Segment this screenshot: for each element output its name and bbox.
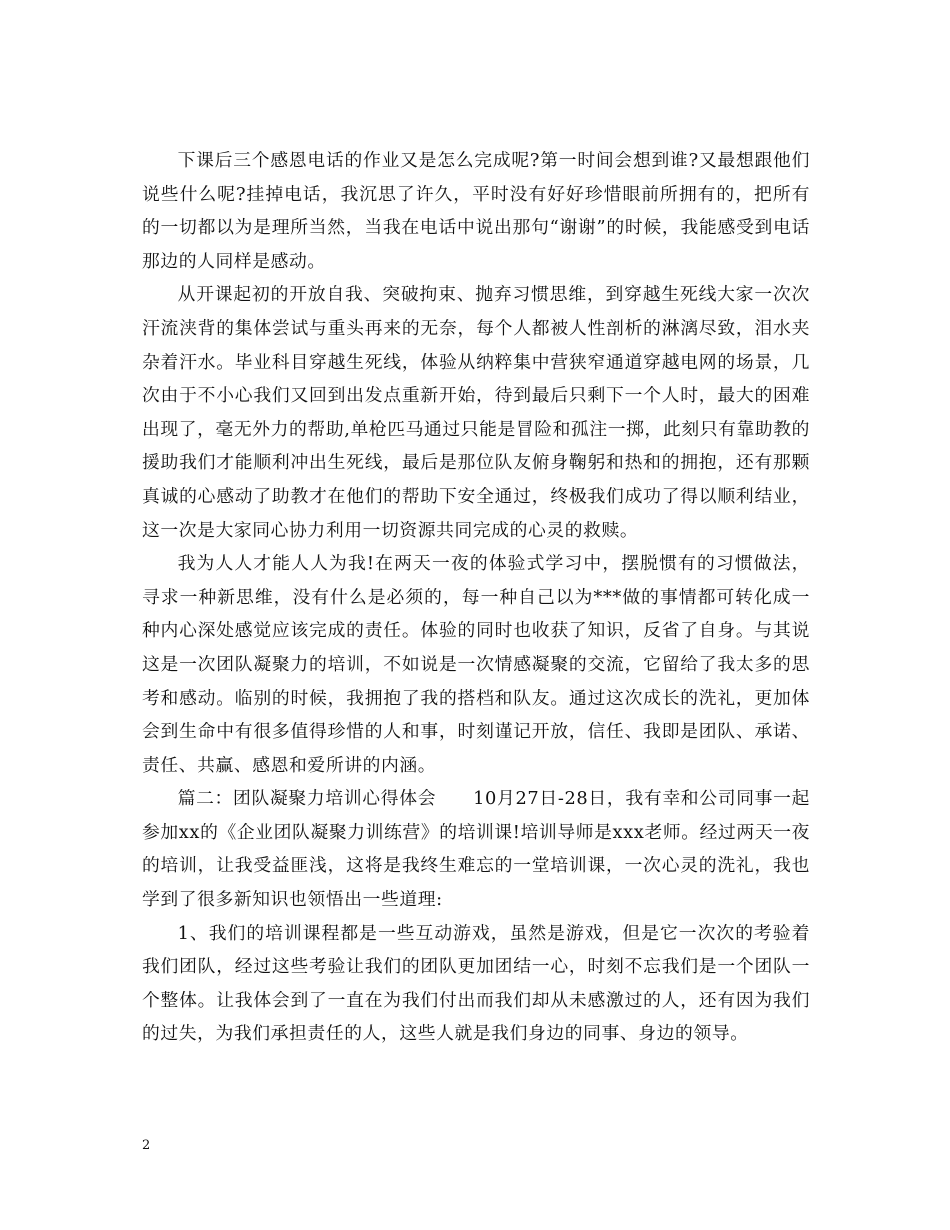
paragraph-experiential-learning: 我为人人才能人人为我!在两天一夜的体验式学习中，摆脱惯有的习惯做法，寻求一种新思维，没有什么是必须的，每一种自己以为***做的事情都可转化成一种内心深处感觉应该完成的责任。体验的同时也收获了知识，反省了自身。与其说这是一次团队凝聚力的培训，不如说是一次情感凝聚的交流，它留给了我太多的思考和感动。临别的时候，我拥抱了我的搭档和队友。通过这次成长的洗礼，更加体会到生命中有很多值得珍惜的人和事，时刻谨记开放，信任、我即是团队、承诺、责任、共赢、感恩和爱所讲的内涵。 [142,553,810,776]
paragraph-thank-you-call: 下课后三个感恩电话的作业又是怎么完成呢?第一时间会想到谁?又最想跟他们说些什么呢?挂掉电话，我沉思了许久，平时没有好好珍惜眼前所拥有的，把所有的一切都以为是理所当然，当我在电话中说出那句“谢谢”的时候，我能感受到电话那边的人同样是感动。 [142,150,810,272]
paragraph-point-one: 1、我们的培训课程都是一些互动游戏，虽然是游戏，但是它一次次的考验着我们团队，经过这些考验让我们的团队更加团结一心，时刻不忘我们是一个团队一个整体。让我体会到了一直在为我们付出而我们却从未感激过的人，还有因为我们的过失，为我们承担责任的人，这些人就是我们身边的同事、身边的领导。 [142,922,810,1045]
paragraph-part-two-intro: 篇二：团队凝聚力培训心得体会 10月27日-28日，我有幸和公司同事一起参加xx的《企业团队凝聚力训练营》的培训课!培训导师是xxx老师。经过两天一夜的培训，让我受益匪浅，这将是我终生难忘的一堂培训课，一次心灵的洗礼，我也学到了很多新知识也领悟出一些道理: [142,788,810,911]
paragraph-life-line-challenge: 从开课起初的开放自我、突破拘束、抛弃习惯思维，到穿越生死线大家一次次汗流浃背的集体尝试与重头再来的无奈，每个人都被人性剖析的淋漓尽致，泪水夹杂着汗水。毕业科目穿越生死线，体验从纳粹集中营狭窄通道穿越电网的场景，几次由于不小心我们又回到出发点重新开始，待到最后只剩下一个人时，最大的困难出现了，毫无外力的帮助,单枪匹马通过只能是冒险和孤注一掷，此刻只有靠助教的援助我们才能顺利冲出生死线，最后是那位队友俯身鞠躬和热和的拥抱，还有那颗真诚的心感动了助教才在他们的帮助下安全通过，终极我们成功了得以顺利结业，这一次是大家同心协力利用一切资源共同完成的心灵的救赎。 [142,284,810,541]
document-body [142,144,810,1051]
page-number: 2 [142,1138,151,1153]
